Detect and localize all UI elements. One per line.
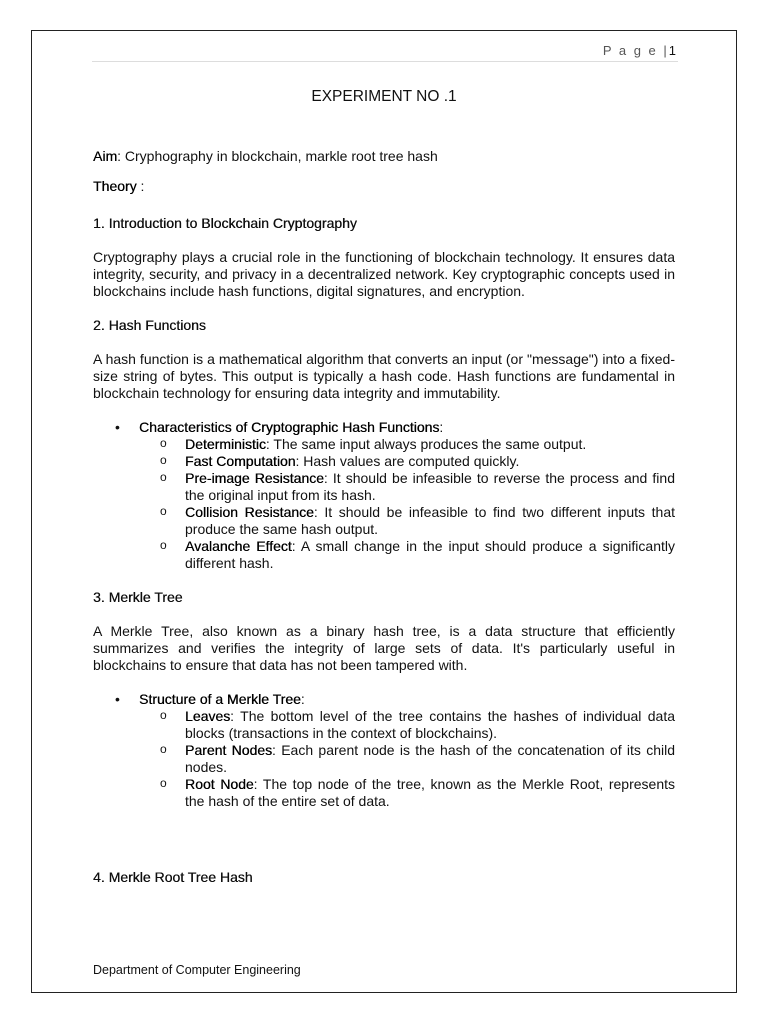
item-term: Root Node	[185, 776, 254, 792]
item-text: : It should be infeasible to find two different inputs that produce the same hash output.	[185, 504, 675, 537]
item-text: : The same input always produces the same output.	[265, 436, 587, 452]
list-item	[93, 776, 675, 810]
hash-characteristics-list	[93, 419, 675, 572]
item-text: : Each parent node is the hash of the concatenation of its child nodes.	[185, 742, 675, 775]
list-item	[93, 504, 675, 538]
bullet-suffix: :	[439, 419, 444, 435]
page-label: P a g e |	[602, 43, 669, 58]
item-text: : The bottom level of the tree contains the hashes of individual data blocks (transactions in the context of blockchains).	[185, 708, 675, 741]
list-item	[93, 538, 675, 572]
section-heading-1: 1. Introduction to Blockchain Cryptography	[93, 215, 357, 231]
list-item	[93, 419, 675, 572]
list-item	[93, 691, 675, 810]
bullet-label: Structure of a Merkle Tree	[139, 691, 301, 707]
page-header	[603, 43, 676, 58]
aim-label: Aim	[93, 148, 118, 164]
item-term: Pre-image Resistance	[185, 470, 324, 486]
document-body	[93, 88, 675, 903]
item-term: Leaves	[185, 708, 231, 724]
item-text: : A small change in the input should produce a significantly different hash.	[185, 538, 675, 571]
section-heading-3: 3. Merkle Tree	[93, 589, 183, 605]
list-item	[93, 470, 675, 504]
page-title: EXPERIMENT NO .1	[311, 88, 457, 105]
page-footer: Department of Computer Engineering	[93, 963, 301, 977]
section-heading-2: 2. Hash Functions	[93, 317, 206, 333]
item-term: Avalanche Effect	[185, 538, 292, 554]
section-paragraph-3: A Merkle Tree, also known as a binary hash tree, is a data structure that efficiently summarizes and verifies the integrity of large sets of data. It's particularly useful in blockchains to ensure that data has not been tampered with.	[93, 623, 675, 673]
item-text: : Hash values are computed quickly.	[295, 453, 520, 469]
theory-line	[93, 178, 675, 195]
section-heading-4: 4. Merkle Root Tree Hash	[93, 869, 253, 885]
list-item	[93, 708, 675, 742]
aim-text: : Cryphography in blockchain, markle root tree hash	[117, 148, 438, 164]
item-term: Fast Computation	[185, 453, 296, 469]
theory-suffix: :	[136, 178, 145, 194]
header-divider	[92, 61, 678, 62]
list-item	[93, 453, 675, 470]
theory-label: Theory	[93, 178, 137, 194]
item-term: Parent Nodes	[185, 742, 273, 758]
sub-list	[139, 708, 675, 810]
item-term: Deterministic	[185, 436, 266, 452]
page-number: 1	[668, 43, 676, 58]
bullet-label: Characteristics of Cryptographic Hash Functions	[139, 419, 440, 435]
merkle-structure-list	[93, 691, 675, 810]
item-term: Collision Resistance	[185, 504, 314, 520]
item-text: : It should be infeasible to reverse the process and find the original input from its hash.	[185, 470, 675, 503]
spacer	[93, 827, 675, 869]
sub-list	[139, 436, 675, 572]
list-item	[93, 742, 675, 776]
item-text: : The top node of the tree, known as the Merkle Root, represents the hash of the entire set of data.	[185, 776, 675, 809]
section-paragraph-1: Cryptography plays a crucial role in the functioning of blockchain technology. It ensures data integrity, security, and privacy in a decentralized network. Key cryptographic concepts used in blockchains include hash functions, digital signatures, and encryption.	[93, 249, 675, 299]
aim-line	[93, 148, 675, 165]
list-item	[93, 436, 675, 453]
section-paragraph-2: A hash function is a mathematical algorithm that converts an input (or "message") into a fixed-size string of bytes. This output is typically a hash code. Hash functions are fundamental in blockchain technology for ensuring data integrity and immutability.	[93, 351, 675, 401]
bullet-suffix: :	[300, 691, 305, 707]
